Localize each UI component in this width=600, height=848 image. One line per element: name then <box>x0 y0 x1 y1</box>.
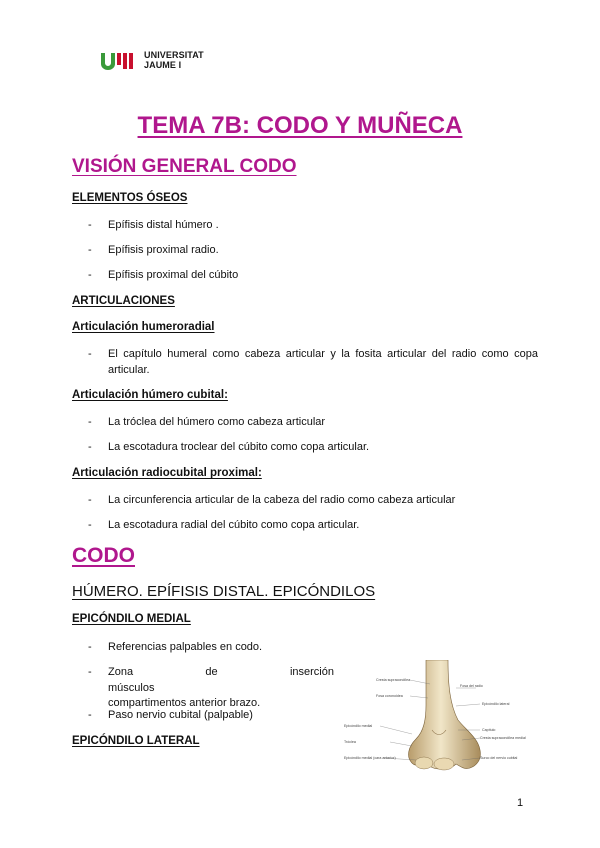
figure-label: Cresta supracondílea medial <box>480 736 526 740</box>
subheading-humero: HÚMERO. EPÍFISIS DISTAL. EPICÓNDILOS <box>72 583 376 600</box>
section-heading-codo: CODO <box>72 544 135 567</box>
heading-humeroradial: Articulación humeroradial <box>72 321 215 333</box>
heading-epicondilo-lateral: EPICÓNDILO LATERAL <box>72 735 200 747</box>
list-item: - La escotadura radial del cúbito como copa articular. <box>88 519 360 531</box>
heading-humero-cubital: Articulación húmero cubital: <box>72 389 228 401</box>
uji-logo-icon <box>100 52 140 70</box>
heading-elementos-oseos: ELEMENTOS ÓSEOS <box>72 192 188 204</box>
heading-articulaciones: ARTICULACIONES <box>72 295 175 307</box>
list-item: - Paso nervio cubital (palpable) <box>88 709 253 721</box>
list-item: - Referencias palpables en codo. <box>88 641 263 653</box>
figure-label: Fosa coronoidea <box>376 694 403 698</box>
figure-label: Epicóndilo medial (cara anterior) <box>344 756 396 760</box>
figure-label: Surco del nervio cubital <box>480 756 518 760</box>
figure-label: Capítulo <box>482 728 496 732</box>
figure-label: Tróclea <box>344 740 356 744</box>
section-heading-vision-general: VISIÓN GENERAL CODO <box>72 156 297 177</box>
list-item: - El capítulo humeral como cabeza articular y la fosita articular del radio como copa articular. <box>88 348 538 376</box>
list-item: - Zona de inserción músculos compartimentos anterior brazo. <box>88 666 334 709</box>
humerus-illustration <box>340 660 530 780</box>
humerus-bone-image <box>340 660 530 780</box>
logo-line-2: JAUME I <box>144 59 182 70</box>
logo-line-1: UNIVERSITAT <box>144 50 204 60</box>
logo-text <box>144 51 204 70</box>
heading-epicondilo-medial: EPICÓNDILO MEDIAL <box>72 613 191 625</box>
list-item: - Epífisis proximal radio. <box>88 244 219 256</box>
figure-label: Cresta supracondílea <box>376 678 411 682</box>
heading-radiocubital: Articulación radiocubital proximal: <box>72 467 262 479</box>
page-number: 1 <box>517 797 524 809</box>
list-item: - La tróclea del húmero como cabeza articular <box>88 416 326 428</box>
list-item: - Epífisis proximal del cúbito <box>88 269 239 281</box>
figure-label: Epicóndilo lateral <box>482 702 510 706</box>
page-title: TEMA 7B: CODO Y MUÑECA <box>137 112 463 139</box>
figure-label: Fosa del radio <box>460 684 483 688</box>
list-item: - La circunferencia articular de la cabeza del radio como cabeza articular <box>88 494 456 506</box>
figure-label: Epicóndilo medial <box>344 724 373 728</box>
list-item: - Epífisis distal húmero . <box>88 219 219 231</box>
list-item: - La escotadura troclear del cúbito como copa articular. <box>88 441 370 453</box>
